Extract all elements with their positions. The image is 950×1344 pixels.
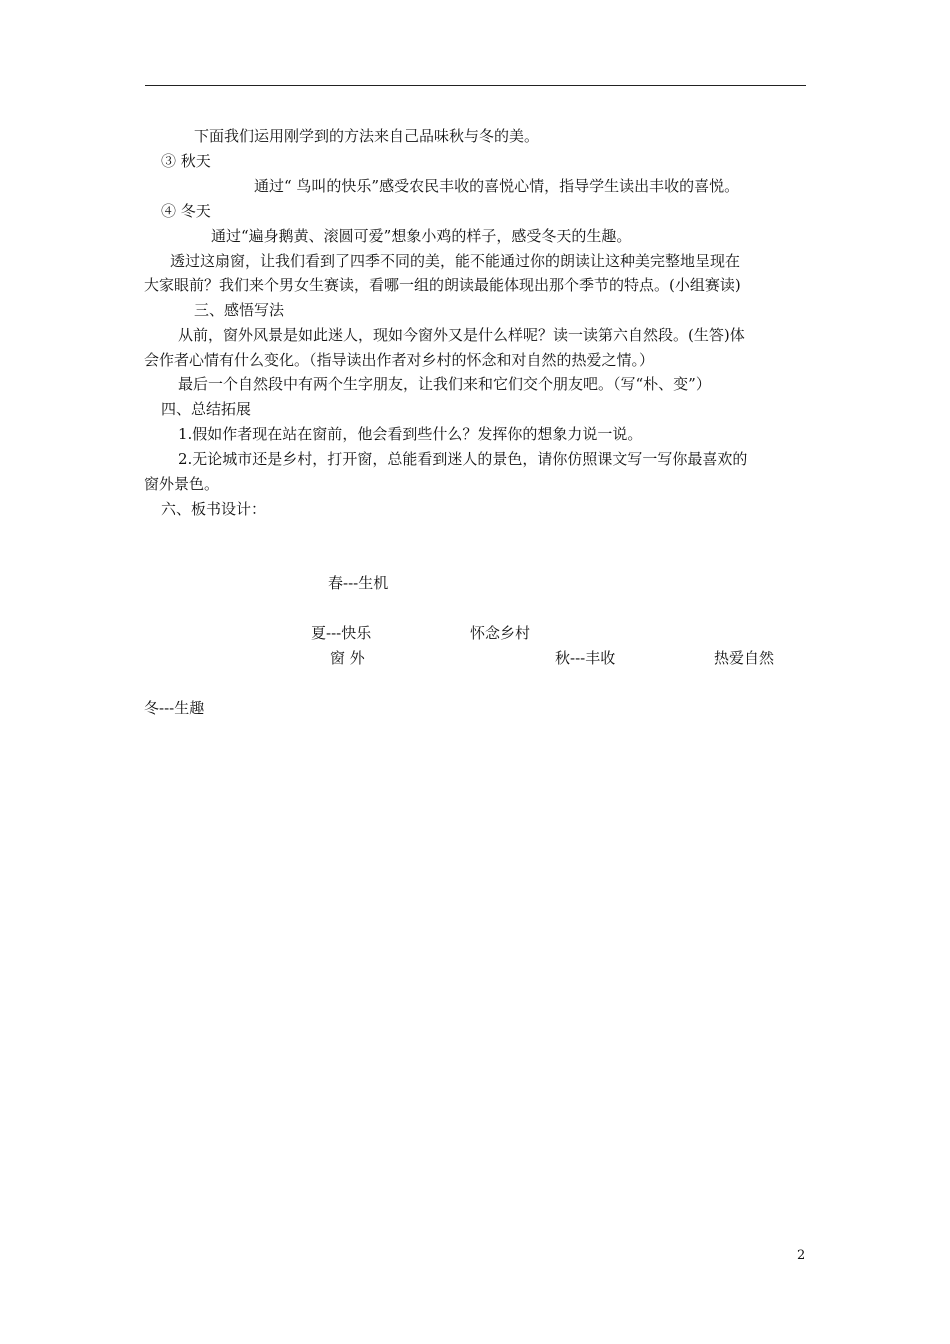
body-line: 最后一个自然段中有两个生字朋友，让我们来和它们交个朋友吧。（写“朴、变”） bbox=[178, 375, 711, 393]
body-line: 会作者心情有什么变化。（指导读出作者对乡村的怀念和对自然的热爱之情。） bbox=[144, 351, 655, 369]
header-rule bbox=[145, 85, 806, 86]
body-line: 2.无论城市还是乡村，打开窗，总能看到迷人的景色，请你仿照课文写一写你最喜欢的 bbox=[178, 450, 748, 468]
body-line: 通过“遍身鹅黄、滚圆可爱”想象小鸡的样子，感受冬天的生趣。 bbox=[211, 227, 632, 245]
board-love-nature: 热爱自然 bbox=[714, 649, 775, 667]
body-line: 大家眼前？我们来个男女生赛读，看哪一组的朗读最能体现出那个季节的特点。(小组赛读) bbox=[144, 276, 741, 294]
body-line: 1.假如作者现在站在窗前，他会看到些什么？发挥你的想象力说一说。 bbox=[178, 425, 643, 443]
page-number: 2 bbox=[797, 1248, 806, 1263]
body-line: 从前，窗外风景是如此迷人，现如今窗外又是什么样呢？读一读第六自然段。(生答)体 bbox=[178, 326, 745, 344]
board-autumn: 秋---丰收 bbox=[555, 649, 616, 667]
board-summer: 夏---快乐 bbox=[311, 624, 372, 642]
body-line: ③ 秋天 bbox=[161, 152, 211, 170]
body-line: 窗外景色。 bbox=[144, 475, 220, 493]
body-line: 透过这扇窗，让我们看到了四季不同的美，能不能通过你的朗读让这种美完整地呈现在 bbox=[170, 252, 741, 270]
board-winter: 冬---生趣 bbox=[144, 699, 205, 717]
body-line: 通过“ 鸟叫的快乐”感受农民丰收的喜悦心情，指导学生读出丰收的喜悦。 bbox=[254, 177, 740, 195]
board-spring: 春---生机 bbox=[328, 574, 389, 592]
body-line: 下面我们运用刚学到的方法来自己品味秋与冬的美。 bbox=[194, 127, 540, 145]
section-heading: 四、总结拓展 bbox=[161, 400, 252, 418]
board-window: 窗 外 bbox=[330, 649, 365, 667]
body-line: ④ 冬天 bbox=[161, 202, 211, 220]
section-heading: 三、感悟写法 bbox=[194, 301, 285, 319]
section-heading: 六、板书设计： bbox=[161, 500, 267, 518]
board-miss-village: 怀念乡村 bbox=[470, 624, 531, 642]
